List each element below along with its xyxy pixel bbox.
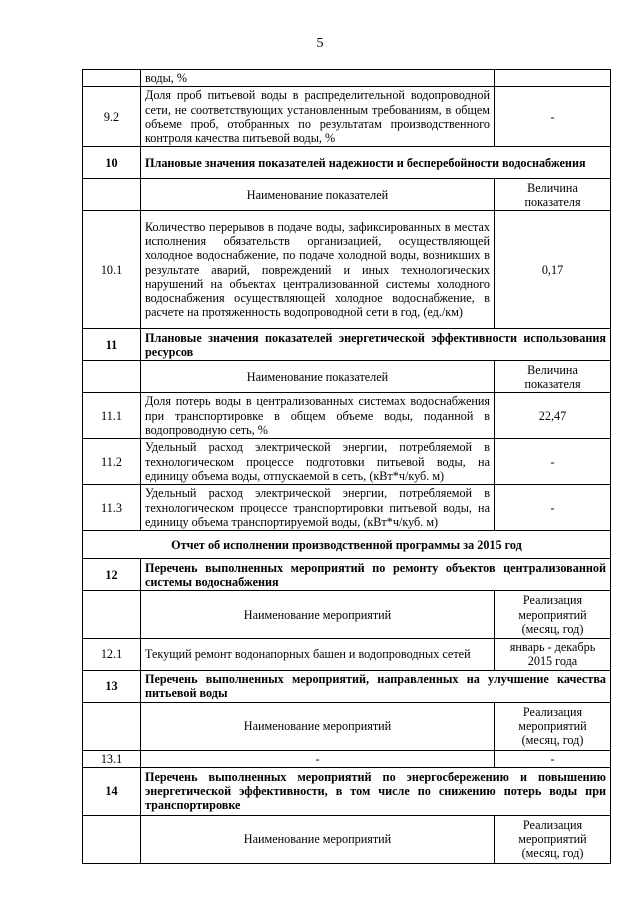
column-header-value: Реализация мероприятий (месяц, год) bbox=[495, 591, 611, 639]
section-title: Перечень выполненных мероприятий по энергосбережению и повышению энергетической эффективности, в том числе по снижению потерь воды при транспортировке bbox=[141, 767, 611, 815]
indicator-text: Удельный расход электрической энергии, потребляемой в технологическом процессе транспортировки питьевой воды, на единицу объема транспортируемой воды, (кВт*ч/куб. м) bbox=[141, 485, 495, 531]
indicator-value: 0,17 bbox=[495, 211, 611, 329]
section-number: 14 bbox=[83, 767, 141, 815]
table-row bbox=[83, 639, 611, 670]
measure-period: - bbox=[495, 750, 611, 767]
table-row bbox=[83, 750, 611, 767]
column-header-name: Наименование мероприятий bbox=[141, 702, 495, 750]
row-number bbox=[83, 70, 141, 87]
column-header-value: Величина показателя bbox=[495, 361, 611, 393]
header-row bbox=[83, 591, 611, 639]
column-header-name: Наименование показателей bbox=[141, 179, 495, 211]
header-row bbox=[83, 179, 611, 211]
indicator-text: Удельный расход электрической энергии, потребляемой в технологическом процессе подготовки питьевой воды, на единицу объема воды, отпускаемой в сеть, (кВт*ч/куб. м) bbox=[141, 439, 495, 485]
section-number: 12 bbox=[83, 559, 141, 591]
table-row bbox=[83, 211, 611, 329]
header-row bbox=[83, 361, 611, 393]
row-number bbox=[83, 591, 141, 639]
measure-text: - bbox=[141, 750, 495, 767]
indicator-text: воды, % bbox=[141, 70, 495, 87]
table-row bbox=[83, 393, 611, 439]
measure-text: Текущий ремонт водонапорных башен и водопроводных сетей bbox=[141, 639, 495, 670]
section-row bbox=[83, 559, 611, 591]
section-number: 10 bbox=[83, 147, 141, 179]
row-number bbox=[83, 702, 141, 750]
indicator-text: Доля потерь воды в централизованных системах водоснабжения при транспортировке в общем объеме воды, поданной в водопроводную сеть, % bbox=[141, 393, 495, 439]
measure-period: январь - декабрь 2015 года bbox=[495, 639, 611, 670]
row-number: 11.3 bbox=[83, 485, 141, 531]
section-row bbox=[83, 329, 611, 361]
row-number bbox=[83, 361, 141, 393]
table-row bbox=[83, 87, 611, 147]
section-title: Плановые значения показателей надежности и бесперебойности водоснабжения bbox=[141, 147, 611, 179]
report-title: Отчет об исполнении производственной программы за 2015 год bbox=[83, 531, 611, 559]
row-number: 11.2 bbox=[83, 439, 141, 485]
table-row bbox=[83, 485, 611, 531]
section-title: Перечень выполненных мероприятий, направленных на улучшение качества питьевой воды bbox=[141, 670, 611, 702]
indicator-value: - bbox=[495, 87, 611, 147]
section-title: Плановые значения показателей энергетической эффективности использования ресурсов bbox=[141, 329, 611, 361]
row-number: 12.1 bbox=[83, 639, 141, 670]
column-header-name: Наименование мероприятий bbox=[141, 815, 495, 863]
indicator-value: - bbox=[495, 485, 611, 531]
row-number bbox=[83, 179, 141, 211]
row-number bbox=[83, 815, 141, 863]
column-header-name: Наименование показателей bbox=[141, 361, 495, 393]
section-number: 13 bbox=[83, 670, 141, 702]
page-number: 5 bbox=[316, 36, 324, 51]
indicator-value: - bbox=[495, 439, 611, 485]
table-row bbox=[83, 70, 611, 87]
column-header-value: Величина показателя bbox=[495, 179, 611, 211]
column-header-value: Реализация мероприятий (месяц, год) bbox=[495, 702, 611, 750]
table-row bbox=[83, 439, 611, 485]
section-row bbox=[83, 147, 611, 179]
indicator-text: Количество перерывов в подаче воды, зафиксированных в местах исполнения обязательств организацией, осуществляющей холодное водоснабжение, по подаче холодной воды, возникших в результате аварий, повреждений и иных технологических нарушений на объектах централизованной системы холодного водоснабжения осуществляющей холодное водоснабжение, в расчете на протяженность водопроводной сети в год, (ед./км) bbox=[141, 211, 495, 329]
header-row bbox=[83, 702, 611, 750]
indicator-value bbox=[495, 70, 611, 87]
column-header-value: Реализация мероприятий (месяц, год) bbox=[495, 815, 611, 863]
report-title-row bbox=[83, 531, 611, 559]
row-number: 13.1 bbox=[83, 750, 141, 767]
column-header-name: Наименование мероприятий bbox=[141, 591, 495, 639]
indicator-value: 22,47 bbox=[495, 393, 611, 439]
row-number: 9.2 bbox=[83, 87, 141, 147]
row-number: 11.1 bbox=[83, 393, 141, 439]
section-row bbox=[83, 670, 611, 702]
section-row bbox=[83, 767, 611, 815]
indicator-text: Доля проб питьевой воды в распределительной водопроводной сети, не соответствующих установленным требованиям, в общем объеме проб, отобранных по результатам производственного контроля качества питьевой воды, % bbox=[141, 87, 495, 147]
section-number: 11 bbox=[83, 329, 141, 361]
row-number: 10.1 bbox=[83, 211, 141, 329]
program-table bbox=[82, 69, 611, 864]
header-row bbox=[83, 815, 611, 863]
section-title: Перечень выполненных мероприятий по ремонту объектов централизованной системы водоснабжения bbox=[141, 559, 611, 591]
